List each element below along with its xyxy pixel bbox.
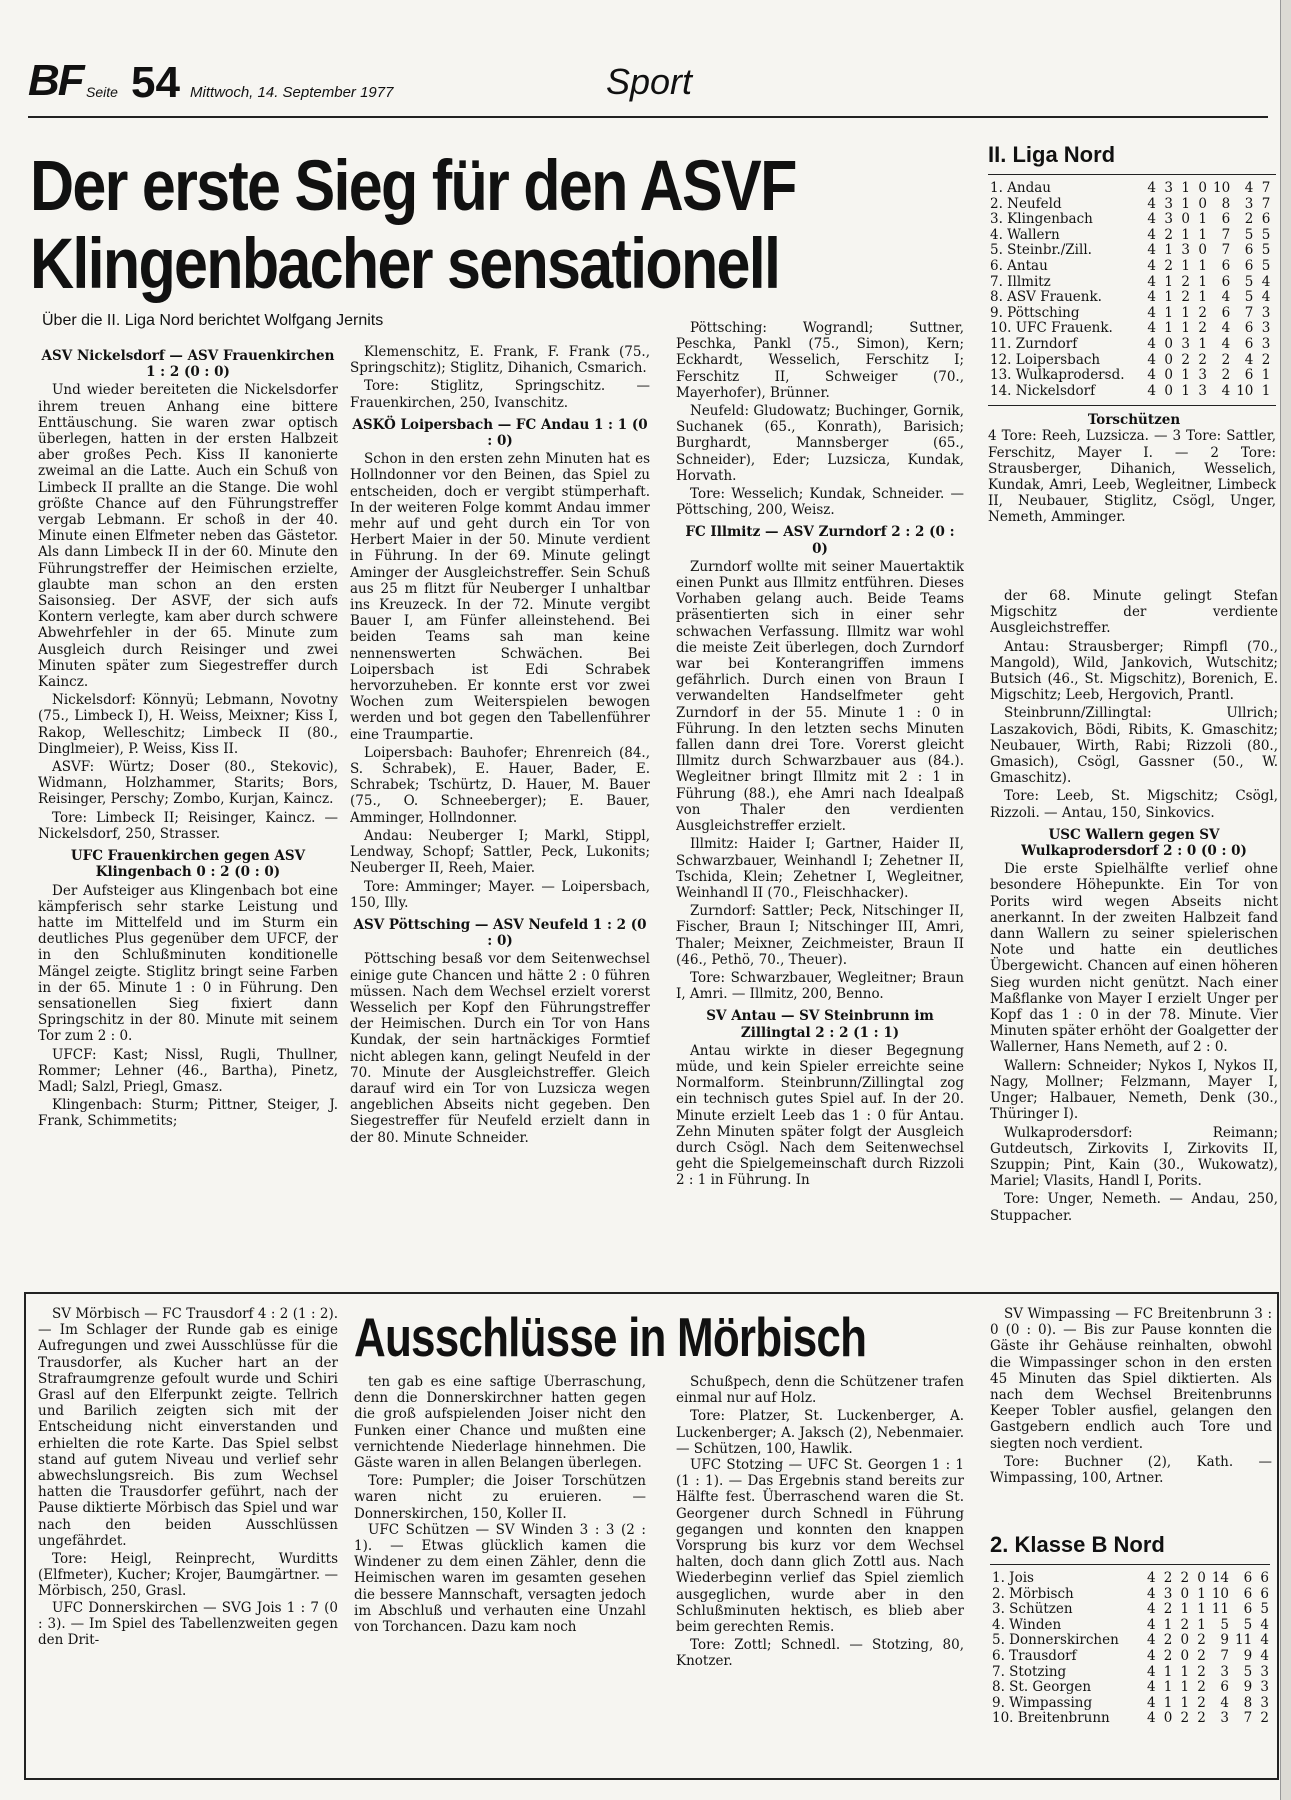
standings-value: 6 — [1244, 242, 1254, 259]
paragraph: Die erste Spielhälfte verlief ohne besondere Höhepunkte. Ein Tor von Porits wird wegen Abseits nicht anerkannt. In der zweiten Halbzeit fand dann Wallern zu seiner spielerischen Note und hatte ein deutliches Übergewicht. Chancen auf einen höheren Sieg wurden nicht genützt. Nach einer Maßflanke von Mayer I erzielt Unger per Kopf das 1 : 0 in der 78. Minute. Vier Minuten später erhöht der Goalgetter der Wallerner, Hans Nemeth, auf 2 : 0. — [990, 861, 1278, 1056]
paragraph: Zurndorf wollte mit seiner Mauertaktik einen Punkt aus Illmitz entführen. Dieses Vorhaben gelang auch. Beide Teams präsentierten sich in einer sehr schwachen Verfassung. Illmitz war wohl die meiste Zeit überlegen, doch Zurndorf war bei Konterangriffen immens gefährlich. Durch einen von Braun I verwandelten Handselfmeter geht Zurndorf in der 55. Minute 1 : 0 in Führung. In den letzten sechs Minuten fallen dann drei Tore. Vorerst gleicht Illmitz durch Schwarzbauer aus (84.). Wegleitner bringt Illmitz mit 2 : 1 in Führung (88.), ehe Amri nach Idealpaß von Thaler den verdienten Ausgleichstreffer erzielt. — [676, 558, 964, 835]
table-liga-title: II. Liga Nord — [988, 142, 1116, 167]
standings-value: 2 — [1197, 1694, 1206, 1711]
standings-value: 3 — [1198, 367, 1207, 384]
standings-value: 7 — [1243, 1710, 1253, 1727]
standings-value: 1 — [1180, 1694, 1190, 1711]
standings-value: 2 — [1163, 1647, 1173, 1664]
standings-value: 1 — [1163, 1694, 1173, 1711]
standings-row — [988, 212, 1273, 228]
lineup-text: Tore: Pumpler; die Joiser Torschützen waren nicht zu eruieren. — Donnerskirchen, 150, Koller II. — [354, 1473, 646, 1522]
match-heading: FC Illmitz — ASV Zurndorf 2 : 2 (0 : 0) — [685, 524, 955, 557]
lower-column-1 — [38, 1306, 338, 1776]
standings-value: 3 — [1198, 382, 1207, 399]
standings-value: 5 — [1244, 289, 1254, 306]
standings-value: 6 — [1260, 1585, 1269, 1602]
standings-row — [990, 1649, 1272, 1665]
article-column-4 — [990, 588, 1278, 1280]
team-name: 9. Wimpassing — [992, 1694, 1093, 1711]
match-heading: USC Wallern gegen SV Wulkaprodersdorf 2 : 0 (0 : 0) — [1021, 826, 1247, 860]
standings-value: 0 — [1164, 335, 1173, 352]
standings-value: 1 — [1181, 257, 1190, 274]
standings-row — [988, 275, 1273, 291]
standings-value: 7 — [1221, 226, 1231, 243]
standings-value: 1 — [1181, 226, 1190, 243]
standings-value: 4 — [1146, 1647, 1156, 1664]
standings-value: 1 — [1181, 180, 1190, 196]
standings-value: 2 — [1197, 1632, 1206, 1649]
paragraph: ten gab es eine saftige Überraschung, denn die Donnerskirchner hatten gegen die groß aufspielenden Joiser nicht den Funken einer Chance und mußten eine vernichtende Niederlage hinnehmen. Die Gäste waren in allen Belangen überlegen. — [354, 1374, 646, 1472]
paragraph: Antau wirkte in dieser Begegnung müde, und kein Spieler erreichte seine Normalform. Steinbrunn/Zillingtal zog ein technisch gutes Spiel auf. In der 20. Minute erzielt Leeb das 1 : 0 für Antau. Zehn Minuten später folgt der Ausgleich durch Csögl. Nach dem Seitenwechsel geht die Spielgemeinschaft durch Rizzoli 2 : 1 in Führung. In — [676, 1042, 964, 1189]
standings-value: 2 — [1163, 1570, 1173, 1586]
standings-value: 6 — [1243, 1585, 1253, 1602]
team-name: 7. Illmitz — [990, 273, 1051, 290]
paragraph: Der Aufsteiger aus Klingenbach bot eine kämpferisch sehr starke Leistung und hatte im Mittelfeld und im Sturm ein deutliches Plus gegenüber dem UFCF, der in den Schlußminuten konditionelle Mängel zeigte. Stiglitz bringt seine Farben in der 65. Minute 1 : 0 in Führung. Den sensationellen Sieg fixiert dann Springschitz in der 80. Minute mit seinem Tor zum 2 : 0. — [38, 882, 338, 1045]
lower-column-2 — [354, 1374, 646, 1776]
standings-value: 10 — [1211, 1585, 1230, 1602]
lineup-text: Nickelsdorf: Könnyü; Lebmann, Novotny (75., Limbeck I), H. Weiss, Meixner; Kiss I, Rakop, Welleschitz; Limbeck II (80., Dinglmeier), P. Weiss, Kiss II. — [38, 692, 338, 757]
seite-label: Seite — [86, 84, 118, 100]
standings-value: 4 — [1147, 320, 1156, 337]
masthead — [28, 56, 1268, 118]
standings-value: 1 — [1180, 1663, 1190, 1680]
standings-value: 1 — [1181, 367, 1190, 384]
standings-value: 3 — [1260, 1694, 1269, 1711]
standings-row — [990, 1602, 1272, 1618]
standings-value: 5 — [1244, 273, 1254, 290]
standings-value: 1 — [1181, 304, 1190, 321]
team-name: 2. Neufeld — [990, 195, 1062, 212]
standings-value: 2 — [1180, 1616, 1190, 1633]
standings-value: 1 — [1198, 226, 1207, 243]
standings-value: 5 — [1260, 1601, 1269, 1618]
standings-value: 1 — [1164, 242, 1173, 259]
headline-line-2: Klingenbacher sensationell — [30, 225, 780, 304]
standings-value: 3 — [1181, 335, 1190, 352]
standings-value: 4 — [1147, 211, 1156, 228]
lineup-text: Tore: Stiglitz, Springschitz. — Frauenkirchen, 250, Ivanschitz. — [350, 378, 650, 411]
standings-value: 4 — [1147, 367, 1156, 384]
standings-value: 2 — [1221, 351, 1231, 368]
standings-value: 0 — [1164, 367, 1173, 384]
standings-value: 2 — [1163, 1601, 1173, 1618]
standings-value: 0 — [1181, 211, 1190, 228]
standings-value: 3 — [1181, 242, 1190, 259]
lineup-text: Tore: Zottl; Schnedl. — Stotzing, 80, Knotzer. — [676, 1637, 964, 1670]
standings-value: 1 — [1197, 1616, 1206, 1633]
table-liga-body — [988, 181, 1273, 399]
standings-value: 5 — [1261, 242, 1271, 259]
team-name: 1. Andau — [990, 180, 1052, 196]
standings-value: 4 — [1146, 1585, 1156, 1602]
standings-row — [990, 1665, 1272, 1681]
table-klasse-rule — [990, 1564, 1270, 1565]
lower-column-3 — [676, 1374, 964, 1776]
paragraph: UFC Stotzing — UFC St. Georgen 1 : 1 (1 : 1). — Das Ergebnis stand bereits zur Hälfte fest. Überraschend waren die St. Georgener durch Schnedl in Führung gegangen und konnten den knappen Vorsprung bis kurz vor dem Wechsel halten, doch dann glich Zottl aus. Nach Wiederbeginn verlief das Spiel ziemlich ausgeglichen, wurde aber in den Schlußminuten hektisch, es blieb aber beim gerechten Remis. — [676, 1457, 964, 1636]
paragraph: SV Wimpassing — FC Breitenbrunn 3 : 0 (0 : 0). — Bis zur Pause konnten die Gäste ihr Gehäuse reinhalten, obwohl die Wimpassinger schon in den ersten 45 Minuten das Spiel diktierten. Als nach dem Wechsel Breitenbrunns Keeper Tobler ausfiel, gelangen den Gastgebern endlich auch Tore und siegten noch verdient. — [990, 1306, 1272, 1452]
standings-value: 1 — [1198, 257, 1207, 274]
standings-value: 1 — [1197, 1601, 1206, 1618]
lineup-text: Tore: Platzer, St. Luckenberger, A. Luckenberger; A. Jaksch (2), Nebenmaier. — Schützen, 100, Hawlik. — [676, 1408, 964, 1457]
standings-row — [988, 197, 1273, 213]
lower-headline: Ausschlüsse in Mörbisch — [354, 1306, 867, 1368]
team-name: 2. Mörbisch — [992, 1585, 1074, 1602]
standings-value: 2 — [1260, 1710, 1269, 1727]
team-name: 9. Pöttsching — [990, 304, 1080, 321]
standings-value: 1 — [1198, 289, 1207, 306]
lineup-text: Antau: Strausberger; Rimpfl (70., Mangold), Wild, Jankovich, Wutschitz; Butsich (46., St. Migschitz), Borenich, E. Migschitz; Leeb, Hergovich, Prantl. — [990, 638, 1278, 704]
standings-value: 4 — [1147, 195, 1156, 212]
team-name: 5. Steinbr./Zill. — [990, 242, 1092, 259]
logo: BF — [28, 56, 83, 105]
page-number: 54 — [131, 58, 180, 107]
lineup-text: Tore: Unger, Nemeth. — Andau, 250, Stuppacher. — [990, 1191, 1278, 1224]
paragraph: Schußpech, denn die Schützener trafen einmal nur auf Holz. — [676, 1374, 964, 1407]
standings-value: 2 — [1180, 1710, 1190, 1727]
standings-value: 0 — [1164, 382, 1173, 399]
team-name: 14. Nickelsdorf — [990, 382, 1096, 399]
standings-value: 3 — [1260, 1679, 1269, 1696]
standings-value: 3 — [1163, 1585, 1173, 1602]
standings-row — [988, 368, 1273, 384]
standings-value: 11 — [1235, 1632, 1253, 1649]
team-name: 10. Breitenbrunn — [992, 1710, 1110, 1727]
standings-row — [988, 321, 1273, 337]
standings-value: 6 — [1243, 1601, 1253, 1618]
table-klasse — [990, 1532, 1272, 1727]
standings-row — [988, 337, 1273, 353]
standings-value: 5 — [1261, 226, 1271, 243]
lineup-text: Tore: Limbeck II; Reisinger, Kaincz. — Nickelsdorf, 250, Strasser. — [38, 809, 338, 842]
standings-value: 4 — [1146, 1663, 1156, 1680]
standings-value: 1 — [1181, 195, 1190, 212]
team-name: 8. ASV Frauenk. — [990, 289, 1102, 306]
standings-value: 9 — [1243, 1647, 1253, 1664]
standings-value: 4 — [1146, 1570, 1156, 1586]
table-klasse-title: 2. Klasse B Nord — [990, 1532, 1165, 1557]
standings-value: 1 — [1163, 1679, 1173, 1696]
headline-line-1: Der erste Sieg für den ASVF — [30, 147, 796, 226]
standings-value: 5 — [1243, 1663, 1253, 1680]
lineup-text: Tore: Wesselich; Kundak, Schneider. — Pöttsching, 200, Weisz. — [676, 486, 964, 519]
standings-row — [988, 290, 1273, 306]
standings-value: 3 — [1244, 195, 1254, 212]
standings-value: 5 — [1244, 226, 1254, 243]
scorers-title: Torschützen — [1087, 412, 1181, 429]
team-name: 3. Schützen — [992, 1601, 1073, 1618]
standings-value: 14 — [1211, 1570, 1230, 1586]
standings-value: 6 — [1261, 211, 1271, 228]
standings-value: 2 — [1244, 211, 1254, 228]
table-liga-rule-bottom — [988, 405, 1276, 406]
team-name: 4. Winden — [992, 1616, 1062, 1633]
standings-value: 0 — [1198, 195, 1207, 212]
standings-value: 7 — [1221, 242, 1231, 259]
standings-row — [988, 353, 1273, 369]
match-heading: ASV Pöttsching — ASV Neufeld 1 : 2 (0 : 0) — [353, 916, 647, 950]
paragraph: Schon in den ersten zehn Minuten hat es Hollndonner vor den Beinen, das Spiel zu entscheiden, doch er vergibt stümperhaft. In der weiteren Folge kommt Andau immer mehr auf und geht durch ein Tor von Herbert Maier in der 50. Minute verdient in Führung. In der 69. Minute gelingt Aminger der Ausgleichstreffer. Sein Schuß aus 25 m flitzt für Neuberger I unhaltbar ins Kreuzeck. In der 72. Minute vergibt Bauer I, am Fünfer alleinstehend. Bei beiden Teams sah man keine nennenswerten Schwächen. Bei Loipersbach ist Edi Schrabek hervorzuheben. Er konnte erst vor zwei Wochen zum Weiterspielen bewogen werden und bot gegen den Tabellenführer eine Traumpartie. — [350, 451, 650, 743]
issue-date: Mittwoch, 14. September 1977 — [190, 84, 394, 101]
team-name: 1. Jois — [992, 1570, 1034, 1586]
lineup-text: Neufeld: Gludowatz; Buchinger, Gornik, Suchanek (65., Konrath), Barisich; Burghardt, Mannsberger (65., Schneider), Eder; Luzsicza, Kundak, Horvath. — [676, 403, 964, 484]
standings-value: 0 — [1163, 1710, 1173, 1727]
standings-value: 6 — [1221, 304, 1231, 321]
standings-value: 6 — [1220, 1679, 1230, 1696]
standings-value: 0 — [1180, 1647, 1190, 1664]
paragraph: Pöttsching besaß vor dem Seitenwechsel einige gute Chancen und hätte 2 : 0 führen müssen. Nach dem Wechsel erzielt vorerst Wesselich per Kopf den Führungstreffer der Heimischen. Durch ein Tor von Hans Kundak, der sein hartnäckiges Formtief nicht ablegen kann, gelingt Neufeld in der 70. Minute der Ausgleichstreffer. Gleich darauf wird ein Tor von Luzsicza wegen angeblichen Abseits nicht gegeben. Den Siegestreffer für Neufeld erzielt dann in der 80. Minute Schneider. — [350, 951, 650, 1146]
standings-value: 2 — [1181, 289, 1190, 306]
lineup-text: Tore: Heigl, Reinprecht, Wurditts (Elfmeter), Kucher; Krojer, Baumgärtner. — Mörbisch, 250, Grasl. — [38, 1551, 338, 1600]
standings-row — [988, 259, 1273, 275]
standings-value: 7 — [1261, 180, 1271, 196]
standings-value: 1 — [1180, 1601, 1190, 1618]
standings-value: 4 — [1221, 289, 1231, 306]
standings-value: 4 — [1261, 273, 1271, 290]
standings-value: 1 — [1261, 367, 1271, 384]
standings-value: 6 — [1221, 273, 1231, 290]
standings-value: 4 — [1146, 1601, 1156, 1618]
standings-row — [988, 181, 1273, 197]
lineup-text: Tore: Leeb, St. Migschitz; Csögl, Rizzoli. — Antau, 150, Sinkovics. — [990, 788, 1278, 821]
standings-value: 4 — [1147, 180, 1156, 196]
standings-row — [990, 1696, 1272, 1712]
table-liga-rule — [988, 174, 1276, 175]
standings-row — [990, 1680, 1272, 1696]
match-heading: UFC Frauenkirchen gegen ASV Klingenbach 0 : 2 (0 : 0) — [70, 848, 306, 881]
lineup-text: UFCF: Kast; Nissl, Rugli, Thullner, Rommer; Lehner (46., Bartha), Pinetz, Madl; Salzl, Priegl, Gmasz. — [38, 1046, 338, 1095]
paragraph: UFC Schützen — SV Winden 3 : 3 (2 : 1). — Etwas glücklich kamen die Windener zu dem einen Zähler, denn die Heimischen waren im gesamten gesehen die bessere Mannschaft, versagten jedoch im Abschluß und verhauten eine Unzahl von Torchancen. Dazu kam noch — [354, 1521, 646, 1636]
paragraph: Und wieder bereiteten die Nickelsdorfer ihrem treuen Anhang eine bittere Enttäuschung. Sie waren zwar optisch überlegen, hatten in der ersten Halbzeit aber großes Pech. Kiss II kanonierte zweimal an die Latte. Auch ein Schuß von Limbeck II prallte an die Stange. Die wohl größte Chance auf den Führungstreffer vergab Lebmann. Er schoß in der 40. Minute einen Elfmeter neben das Gästetor. Als dann Limbeck II in der 60. Minute den Führungstreffer der Heimischen erzielte, glaubte man schon an den ersten Saisonsieg. Der ASVF, der sich aufs Kontern verlegte, kam aber durch schwere Abwehrfehler in der 65. Minute zum Ausgleich durch Reisinger und zwei Minuten später zum Siegestreffer durch Kaincz. — [38, 382, 338, 691]
team-name: 7. Stotzing — [992, 1663, 1067, 1680]
standings-value: 3 — [1260, 1663, 1269, 1680]
standings-value: 1 — [1164, 320, 1173, 337]
standings-value: 2 — [1198, 304, 1207, 321]
match-heading: SV Antau — SV Steinbrunn im Zillingtal 2 : 2 (1 : 1) — [706, 1008, 934, 1041]
article-column-2 — [350, 342, 650, 1282]
standings-value: 2 — [1221, 367, 1231, 384]
standings-value: 6 — [1221, 211, 1231, 228]
standings-value: 3 — [1261, 335, 1271, 352]
standings-value: 7 — [1244, 304, 1254, 321]
standings-value: 0 — [1164, 351, 1173, 368]
standings-value: 4 — [1147, 226, 1156, 243]
standings-value: 4 — [1260, 1647, 1269, 1664]
standings-value: 1 — [1163, 1616, 1173, 1633]
team-name: 10. UFC Frauenk. — [990, 320, 1113, 337]
standings-value: 4 — [1146, 1679, 1156, 1696]
table-liga — [988, 142, 1280, 526]
lineup-text: Klemenschitz, E. Frank, F. Frank (75., Springschitz); Stiglitz, Dihanich, Csmarich. — [350, 344, 650, 377]
standings-value: 6 — [1244, 320, 1254, 337]
standings-value: 1 — [1163, 1663, 1173, 1680]
lower-column-4 — [990, 1306, 1272, 1526]
standings-value: 5 — [1261, 257, 1271, 274]
standings-value: 1 — [1164, 289, 1173, 306]
standings-value: 4 — [1147, 257, 1156, 274]
lineup-text: Wulkaprodersdorf: Reimann; Gutdeutsch, Zirkovits I, Zirkovits II, Szuppin; Pint, Kain (30., Wukowatz), Mariel; Vlasits, Handl I, Porits. — [990, 1124, 1278, 1190]
standings-value: 6 — [1244, 367, 1254, 384]
standings-value: 4 — [1147, 335, 1156, 352]
standings-value: 2 — [1180, 1570, 1190, 1586]
standings-value: 4 — [1261, 289, 1271, 306]
standings-value: 4 — [1147, 289, 1156, 306]
standings-value: 4 — [1221, 382, 1231, 399]
team-name: 4. Wallern — [990, 226, 1060, 243]
paragraph: UFC Donnerskirchen — SVG Jois 1 : 7 (0 : 3). — Im Spiel des Tabellenzweiten gegen den Drit- — [38, 1599, 338, 1649]
team-name: 5. Donnerskirchen — [992, 1632, 1119, 1649]
standings-value: 0 — [1180, 1585, 1190, 1602]
standings-value: 4 — [1147, 304, 1156, 321]
standings-value: 4 — [1260, 1632, 1269, 1649]
lineup-text: Steinbrunn/Zillingtal: Ullrich; Laszakovich, Bödi, Ribits, K. Gmaschitz; Neubauer, Wirth, Rabi; Rizzoli (80., Gmasich), Csögl, Gassner (50., W. Gmaschitz). — [990, 705, 1278, 787]
team-name: 13. Wulkaprodersd. — [990, 367, 1125, 384]
standings-value: 2 — [1198, 320, 1207, 337]
standings-value: 7 — [1220, 1647, 1230, 1664]
team-name: 8. St. Georgen — [992, 1679, 1092, 1696]
standings-value: 2 — [1197, 1647, 1206, 1664]
team-name: 6. Trausdorf — [992, 1647, 1077, 1664]
standings-row — [988, 384, 1273, 400]
standings-value: 4 — [1147, 273, 1156, 290]
paragraph: der 68. Minute gelingt Stefan Migschitz der verdiente Ausgleichstreffer. — [990, 588, 1278, 637]
standings-value: 3 — [1261, 304, 1271, 321]
standings-value: 3 — [1220, 1663, 1230, 1680]
lineup-text: Pöttsching: Wograndl; Suttner, Peschka, Pankl (75., Simon), Kern; Eckhardt, Wesselich, Ferschitz I; Ferschitz II, Schweiger (70., Mayerhofer), Brünner. — [676, 320, 964, 401]
standings-value: 4 — [1260, 1616, 1269, 1633]
standings-value: 6 — [1221, 257, 1231, 274]
standings-value: 1 — [1164, 273, 1173, 290]
lineup-text: Illmitz: Haider I; Gartner, Haider II, Schwarzbauer, Weinhandl I; Zehetner II, Tschida, Klein; Zehetner I, Wegleitner, Weinhandl II (70., Fleischhacker). — [676, 836, 964, 901]
standings-value: 4 — [1146, 1710, 1156, 1727]
standings-value: 11 — [1211, 1601, 1230, 1618]
byline: Über die II. Liga Nord berichtet Wolfgang Jernits — [42, 312, 384, 329]
standings-value: 10 — [1236, 382, 1254, 399]
standings-value: 1 — [1180, 1679, 1190, 1696]
standings-row — [990, 1711, 1272, 1727]
standings-value: 4 — [1146, 1632, 1156, 1649]
standings-value: 0 — [1180, 1632, 1190, 1649]
standings-value: 4 — [1220, 1694, 1230, 1711]
standings-value: 3 — [1220, 1710, 1230, 1727]
standings-value: 6 — [1244, 335, 1254, 352]
standings-row — [988, 243, 1273, 259]
standings-value: 4 — [1244, 351, 1254, 368]
standings-value: 4 — [1146, 1616, 1156, 1633]
standings-row — [990, 1633, 1272, 1649]
lineup-text: Wallern: Schneider; Nykos I, Nykos II, Nagy, Mollner; Felzmann, Mayer I, Unger; Halbauer, Nemeth, Denk (30., Thüringer I). — [990, 1057, 1278, 1123]
standings-value: 1 — [1164, 304, 1173, 321]
team-name: 6. Antau — [990, 257, 1048, 274]
standings-value: 9 — [1220, 1632, 1230, 1649]
standings-value: 2 — [1197, 1663, 1206, 1680]
standings-value: 2 — [1164, 226, 1173, 243]
standings-value: 10 — [1213, 180, 1231, 196]
lineup-text: Klingenbach: Sturm; Pittner, Steiger, J. Frank, Schimmetits; — [38, 1097, 338, 1130]
standings-value: 2 — [1163, 1632, 1173, 1649]
standings-value: 8 — [1221, 195, 1231, 212]
standings-value: 1 — [1198, 335, 1207, 352]
standings-value: 4 — [1147, 242, 1156, 259]
standings-value: 2 — [1261, 351, 1271, 368]
standings-value: 4 — [1147, 351, 1156, 368]
standings-value: 1 — [1181, 320, 1190, 337]
lineup-text: Tore: Amminger; Mayer. — Loipersbach, 150, Illy. — [350, 878, 650, 911]
standings-value: 0 — [1197, 1570, 1206, 1586]
page-edge-strip — [1280, 0, 1291, 1800]
standings-value: 1 — [1197, 1585, 1206, 1602]
standings-value: 4 — [1147, 382, 1156, 399]
standings-value: 3 — [1164, 180, 1173, 196]
standings-value: 4 — [1244, 180, 1254, 196]
standings-row — [990, 1618, 1272, 1634]
main-headline — [30, 148, 830, 304]
standings-value: 0 — [1198, 242, 1207, 259]
standings-value: 4 — [1221, 335, 1231, 352]
standings-value: 5 — [1220, 1616, 1230, 1633]
standings-value: 1 — [1181, 382, 1190, 399]
standings-value: 6 — [1260, 1570, 1269, 1586]
standings-value: 4 — [1221, 320, 1231, 337]
standings-value: 6 — [1244, 257, 1254, 274]
standings-value: 3 — [1261, 320, 1271, 337]
standings-value: 6 — [1243, 1570, 1253, 1586]
standings-value: 3 — [1164, 195, 1173, 212]
paragraph: SV Mörbisch — FC Trausdorf 4 : 2 (1 : 2). — Im Schlager der Runde gab es einige Aufregungen und zwei Ausschlüsse für die Trausdorfer, als Kucher hart an der Strafraumgrenze gefoult wurde und Schiri Grasl auf den Elferpunkt zeigte. Tellrich und Barilich zeigten sich mit der Entscheidung nicht einverstanden und erhielten die rote Karte. Das Spiel selbst stand auf gutem Niveau und verlief sehr abwechslungsreich. Bis zum Wechsel hatten die Trausdorfer geführt, nach der Pause diktierte Mörbisch das Spiel und war nach den beiden Ausschlüssen ungefährdet. — [38, 1306, 338, 1549]
standings-value: 1 — [1198, 211, 1207, 228]
lineup-text: Loipersbach: Bauhofer; Ehrenreich (84., S. Schrabek), E. Hauer, Bader, E. Schrabek; Tschürtz, D. Hauer, M. Bauer (75., O. Schneeberger); E. Bauer, Amminger, Hollndonner. — [350, 744, 650, 826]
standings-value: 3 — [1164, 211, 1173, 228]
team-name: 11. Zurndorf — [990, 335, 1078, 352]
section-title: Sport — [606, 61, 693, 102]
standings-value: 0 — [1198, 180, 1207, 196]
standings-value: 2 — [1181, 351, 1190, 368]
standings-value: 2 — [1164, 257, 1173, 274]
lineup-text: Andau: Neuberger I; Markl, Stippl, Lendway, Schopf; Sattler, Peck, Lukonits; Neuberger II, Reeh, Maier. — [350, 827, 650, 877]
standings-value: 7 — [1261, 195, 1271, 212]
standings-row — [990, 1571, 1272, 1587]
standings-value: 2 — [1197, 1679, 1206, 1696]
match-heading: ASKÖ Loipersbach — FC Andau 1 : 1 (0 : 0) — [352, 416, 648, 450]
standings-value: 1 — [1198, 273, 1207, 290]
lineup-text: ASVF: Würtz; Doser (80., Stekovic), Widmann, Holzhammer, Starits; Bors, Reisinger, Perschy; Zombo, Kurjan, Kaincz. — [38, 759, 338, 808]
standings-value: 1 — [1261, 382, 1271, 399]
standings-value: 8 — [1243, 1694, 1253, 1711]
standings-value: 4 — [1146, 1694, 1156, 1711]
table-klasse-body — [990, 1571, 1272, 1727]
article-column-1 — [38, 342, 338, 1282]
scorers-text: 4 Tore: Reeh, Luzsicza. — 3 Tore: Sattler, Ferschitz, Mayer I. — 2 Tore: Strausberger, Dihanich, Wesselich, Kundak, Amri, Leeb, Wegleitner, Limbeck II, Neubauer, Stiglitz, Csögl, Unger, Nemeth, Amminger. — [988, 428, 1276, 526]
standings-value: 5 — [1243, 1616, 1253, 1633]
article-column-3 — [676, 318, 964, 1278]
lineup-text: Tore: Buchner (2), Kath. — Wimpassing, 100, Artner. — [990, 1453, 1272, 1487]
standings-row — [990, 1587, 1272, 1603]
standings-value: 2 — [1197, 1710, 1206, 1727]
match-heading: ASV Nickelsdorf — ASV Frauenkirchen 1 : 2 (0 : 0) — [41, 348, 335, 381]
standings-value: 9 — [1243, 1679, 1253, 1696]
team-name: 3. Klingenbach — [990, 211, 1093, 228]
lineup-text: Tore: Schwarzbauer, Wegleitner; Braun I, Amri. — Illmitz, 200, Benno. — [676, 969, 964, 1003]
standings-value: 2 — [1198, 351, 1207, 368]
standings-row — [988, 306, 1273, 322]
standings-value: 2 — [1181, 273, 1190, 290]
standings-row — [988, 228, 1273, 244]
team-name: 12. Loipersbach — [990, 351, 1101, 368]
lineup-text: Zurndorf: Sattler; Peck, Nitschinger II, Fischer, Braun I; Nitschinger III, Amri, Thaler; Meixner, Zeichmeister, Braun II (46., Pethö, 70., Theuer). — [676, 903, 964, 968]
